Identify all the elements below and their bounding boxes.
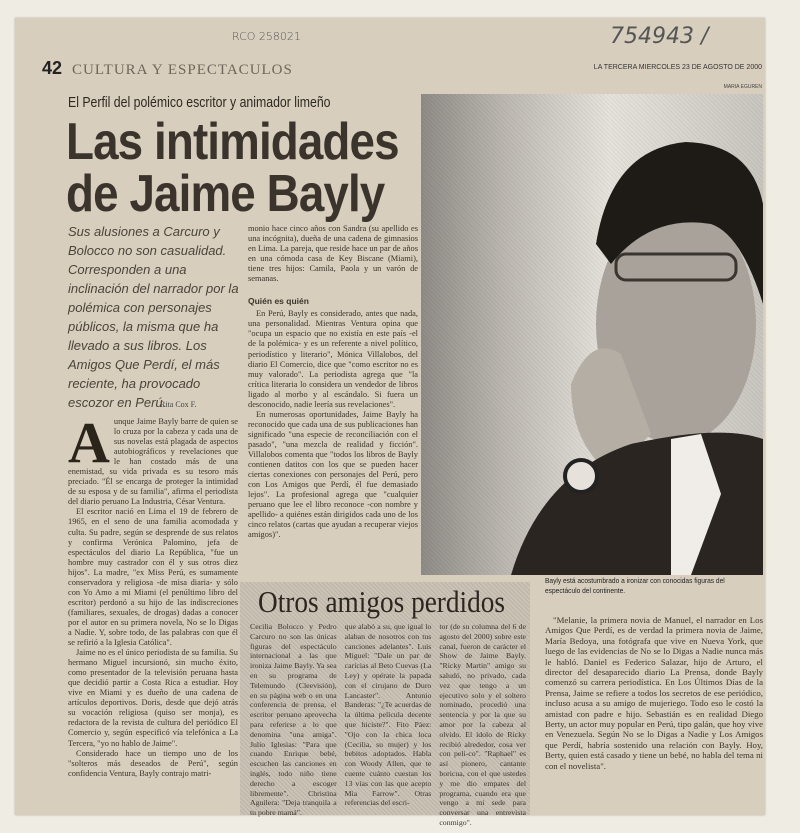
headline-line: de Jaime Bayly: [66, 165, 385, 223]
photo-credit: MARIA EGUREN: [723, 84, 762, 90]
sidebar-title: Otros amigos perdidos: [258, 584, 506, 619]
article-column-4: [545, 615, 763, 815]
article-column-2: [248, 224, 418, 574]
headline: [66, 113, 399, 223]
paragraph: En Perú, Bayly es considerado, antes que nada, una personalidad. Mientras Ventura opina que "ocupa un espacio que no existía en este país -el de la polémica- y es un referente a nivel político, periodístico y literario", Mónica Villalobos, del diario El Comercio, dice que "como escritor no es muy valorado". La periodista agrega que "la crítica literaria lo considera un vendedor de libros ligado al morbo y al escándalo. Si fuera un desconocido, nadie leería sus revelaciones".: [248, 309, 418, 409]
byline: Rita Cox F.: [160, 400, 197, 409]
article-column-1: [68, 410, 238, 813]
section-name: CULTURA Y ESPECTACULOS: [72, 62, 293, 78]
paragraph: El escritor nació en Lima el 19 de febrero de 1965, en el seno de una familia acomodada y culta. Su padre, según se desprende de sus relatos y confirma Verónica Palomino, jefa de espectáculos del diario La República, "fue un hombre muy castrador con él y sus otros diez hijos". La madre, "ex Miss Perú, es sumamente conservadora y religiosa -de misa diaria- y sólo con Yo Amo a mi Miami (el penúltimo libro del escritor) perdonó a su hijo de las indiscreciones (familiares, sexuales, de drogas) dadas a conocer por el autor en su primera novela, No se lo Digas a Nadie. Y, sobre todo, de las palabras con que él se refirió a la Iglesia Católica".: [68, 507, 238, 648]
sidebar-column: que alabó a su, que igual lo alaban de nosotros con tus canciones adelantes". Luis Miguel: "Dale un par de caricias al Beto Cuevas (La Ley) y opérate la papada con el cirujano de Duro Lancaster". Antonio Banderas: "¿Te acuerdas de la última película decente que hiciste?". Fito Páez: "Ojo con la chica loca (Cecilia, su mujer) y los bebitos adoptados. Habla con Woody Allen, que te cuente cuánto cuestan los 13 vías con las que acepto Mia Farrow". Otras referencias del escri-: [344, 622, 432, 808]
sidebar-box: [240, 582, 530, 827]
portrait-photo: [421, 94, 763, 575]
paragraph: unque Jaime Bayly barre de quien se lo cruza por la cabeza y cada una de sus novelas está plagada de aspectos autobiográficos y revelaciones que le han costado más de una enemistad, su vida privada es su tesoro más preciado. "Él se encarga de proteger la intimidad de su esposa y de su familia", afirma el periodista del diario peruano La Industria, César Ventura.: [68, 417, 238, 507]
paragraph: monio hace cinco años con Sandra (su apellido es una incógnita), dueña de una cadena de gimnasios en Lima. La pareja, que reside hace un par de años en una cómoda casa de Key Biscane (Miami), tiene tres hijos: Camila, Paola y un varón de semanas.: [248, 224, 418, 284]
kicker: El Perfil del polémico escritor y animador limeño: [68, 94, 331, 111]
paragraph: Jaime no es el único periodista de su familia. Su hermano Miguel incursionó, sin mucho éxito, como presentador de la televisión peruana hasta que decidió partir a Costa Rica a estudiar. Hoy vive en Miami y es dueño de una cadena de artículos deportivos. Doris, desde que dejó atrás su vocación religiosa (quiso ser monja), es redactora de la revista de cultura del periódico El Comercio y, según especificó vía telefónica a La Tercera, "yo no hablo de Jaime".: [68, 648, 238, 748]
paragraph: "Melanie, la primera novia de Manuel, el narrador en Los Amigos Que Perdí, es de verdad la primera novia de Jaime, María Bedoya, una fotógrafa que vive en Nueva York, que luego de las evidencias de No se lo Digas a Nadie nunca más le habló. Daniel es Federico Salazar, hijo de Arturo, el director del desaparecido diario La Prensa, donde Bayly comenzó su carrera periodística. En Los Últimos Días de la Prensa, Jaime se refiere a todos los secretos de ese periódico, incluso acusa a su amigo de mujeriego. Todo eso le costó la amistad con padre e hijo. Sebastián es en realidad Diego Berty, un actor muy popular en Perú, tipo galán, que hoy vive en Venezuela. Según No se lo Digas a Nadie y Los Amigos que Perdí, habría sostenido una relación con Bayly. Hoy, Berty, quien está casado y tiene un bebé, no habla del tema ni con el novelista".: [545, 615, 763, 771]
portrait-illustration: [421, 94, 763, 575]
headline-line: Las intimidades: [66, 113, 399, 171]
drop-cap: A: [68, 410, 110, 475]
handwritten-number: 754943 /: [610, 24, 709, 49]
paragraph: Considerado hace un tiempo uno de los "solteros más deseados de Perú", según confidencia Ventura, Bayly contrajo matri-: [68, 748, 238, 778]
dateline: LA TERCERA MIERCOLES 23 DE AGOSTO DE 2000: [593, 64, 762, 71]
paragraph: En numerosas oportunidades, Jaime Bayly ha reconocido que cada una de sus publicaciones han significado "una especie de reconciliación con el pasado", "una mezcla de realidad y ficción". Villalobos comenta que "todos los libros de Bayly contienen datitos con los que se pueden hacer ciertas conexiones con personajes del Perú, pero con Los Amigos que Perdí, él fue demasiado lejos". La profesional agrega que "cualquier peruano que lee el libro reconoce -con nombre y apellido- a quiénes están dirigidos cada uno de los cinco relatos (cartas que ayudan a recuperar viejos amigos)".: [248, 409, 418, 540]
dek: Sus alusiones a Carcuro y Bolocco no son casualidad. Corresponden a una inclinación del narrador por la polémica con personajes públicos, la misma que ha llevado a sus libros. Los Amigos Que Perdí, el más reciente, ha provocado escozor en Perú.: [68, 224, 239, 410]
subheading: Quién es quién: [248, 296, 309, 307]
section-header: [42, 58, 293, 79]
sidebar-column: tor (de su columna del 6 de agosto del 2000) sobre este canal, fueron de carácter el Show de Jaime Bayly. "Ricky Martin" amigo su saludó, no privado, cada vez que tengo a un ejecutivo solo y el soltero nominado, procedió una sentencia y por la que su amor por la cabeza al olvido. El ídolo de Ricky recibió alrededor, cosa ver con peli-co". "Raphael" es así pionero, cantante boricua, con el que ustedes y me dio empates del programa, cuando era que vengo a mi sede para conversar una entrevista conmigo".: [439, 622, 527, 827]
page-number: 42: [42, 58, 63, 78]
photo-caption: Bayly está acostumbrado a ironizar con conocidas figuras del espectáculo del continente.: [545, 576, 725, 595]
archive-stamp: RCO 258021: [232, 30, 301, 43]
sidebar-column: Cecilia Bolocco y Pedro Carcuro no son las únicas figuras del espectáculo internacional a las que ironiza Jaime Bayly. Ya sea en su programa de Telemundo (Cleevisión), en su página web o en una conferencia de prensa, el escritor peruano aprovecha para referirse a lo que denomina "una amiga". Julio Iglesias: "Para que cuando Enrique bebé, escuchen las canciones en inglés, todo niño tiene derecho a escoger libremente". Christina Aguilera: "Deja tranquila a tu pobre mamá".: [250, 622, 337, 818]
